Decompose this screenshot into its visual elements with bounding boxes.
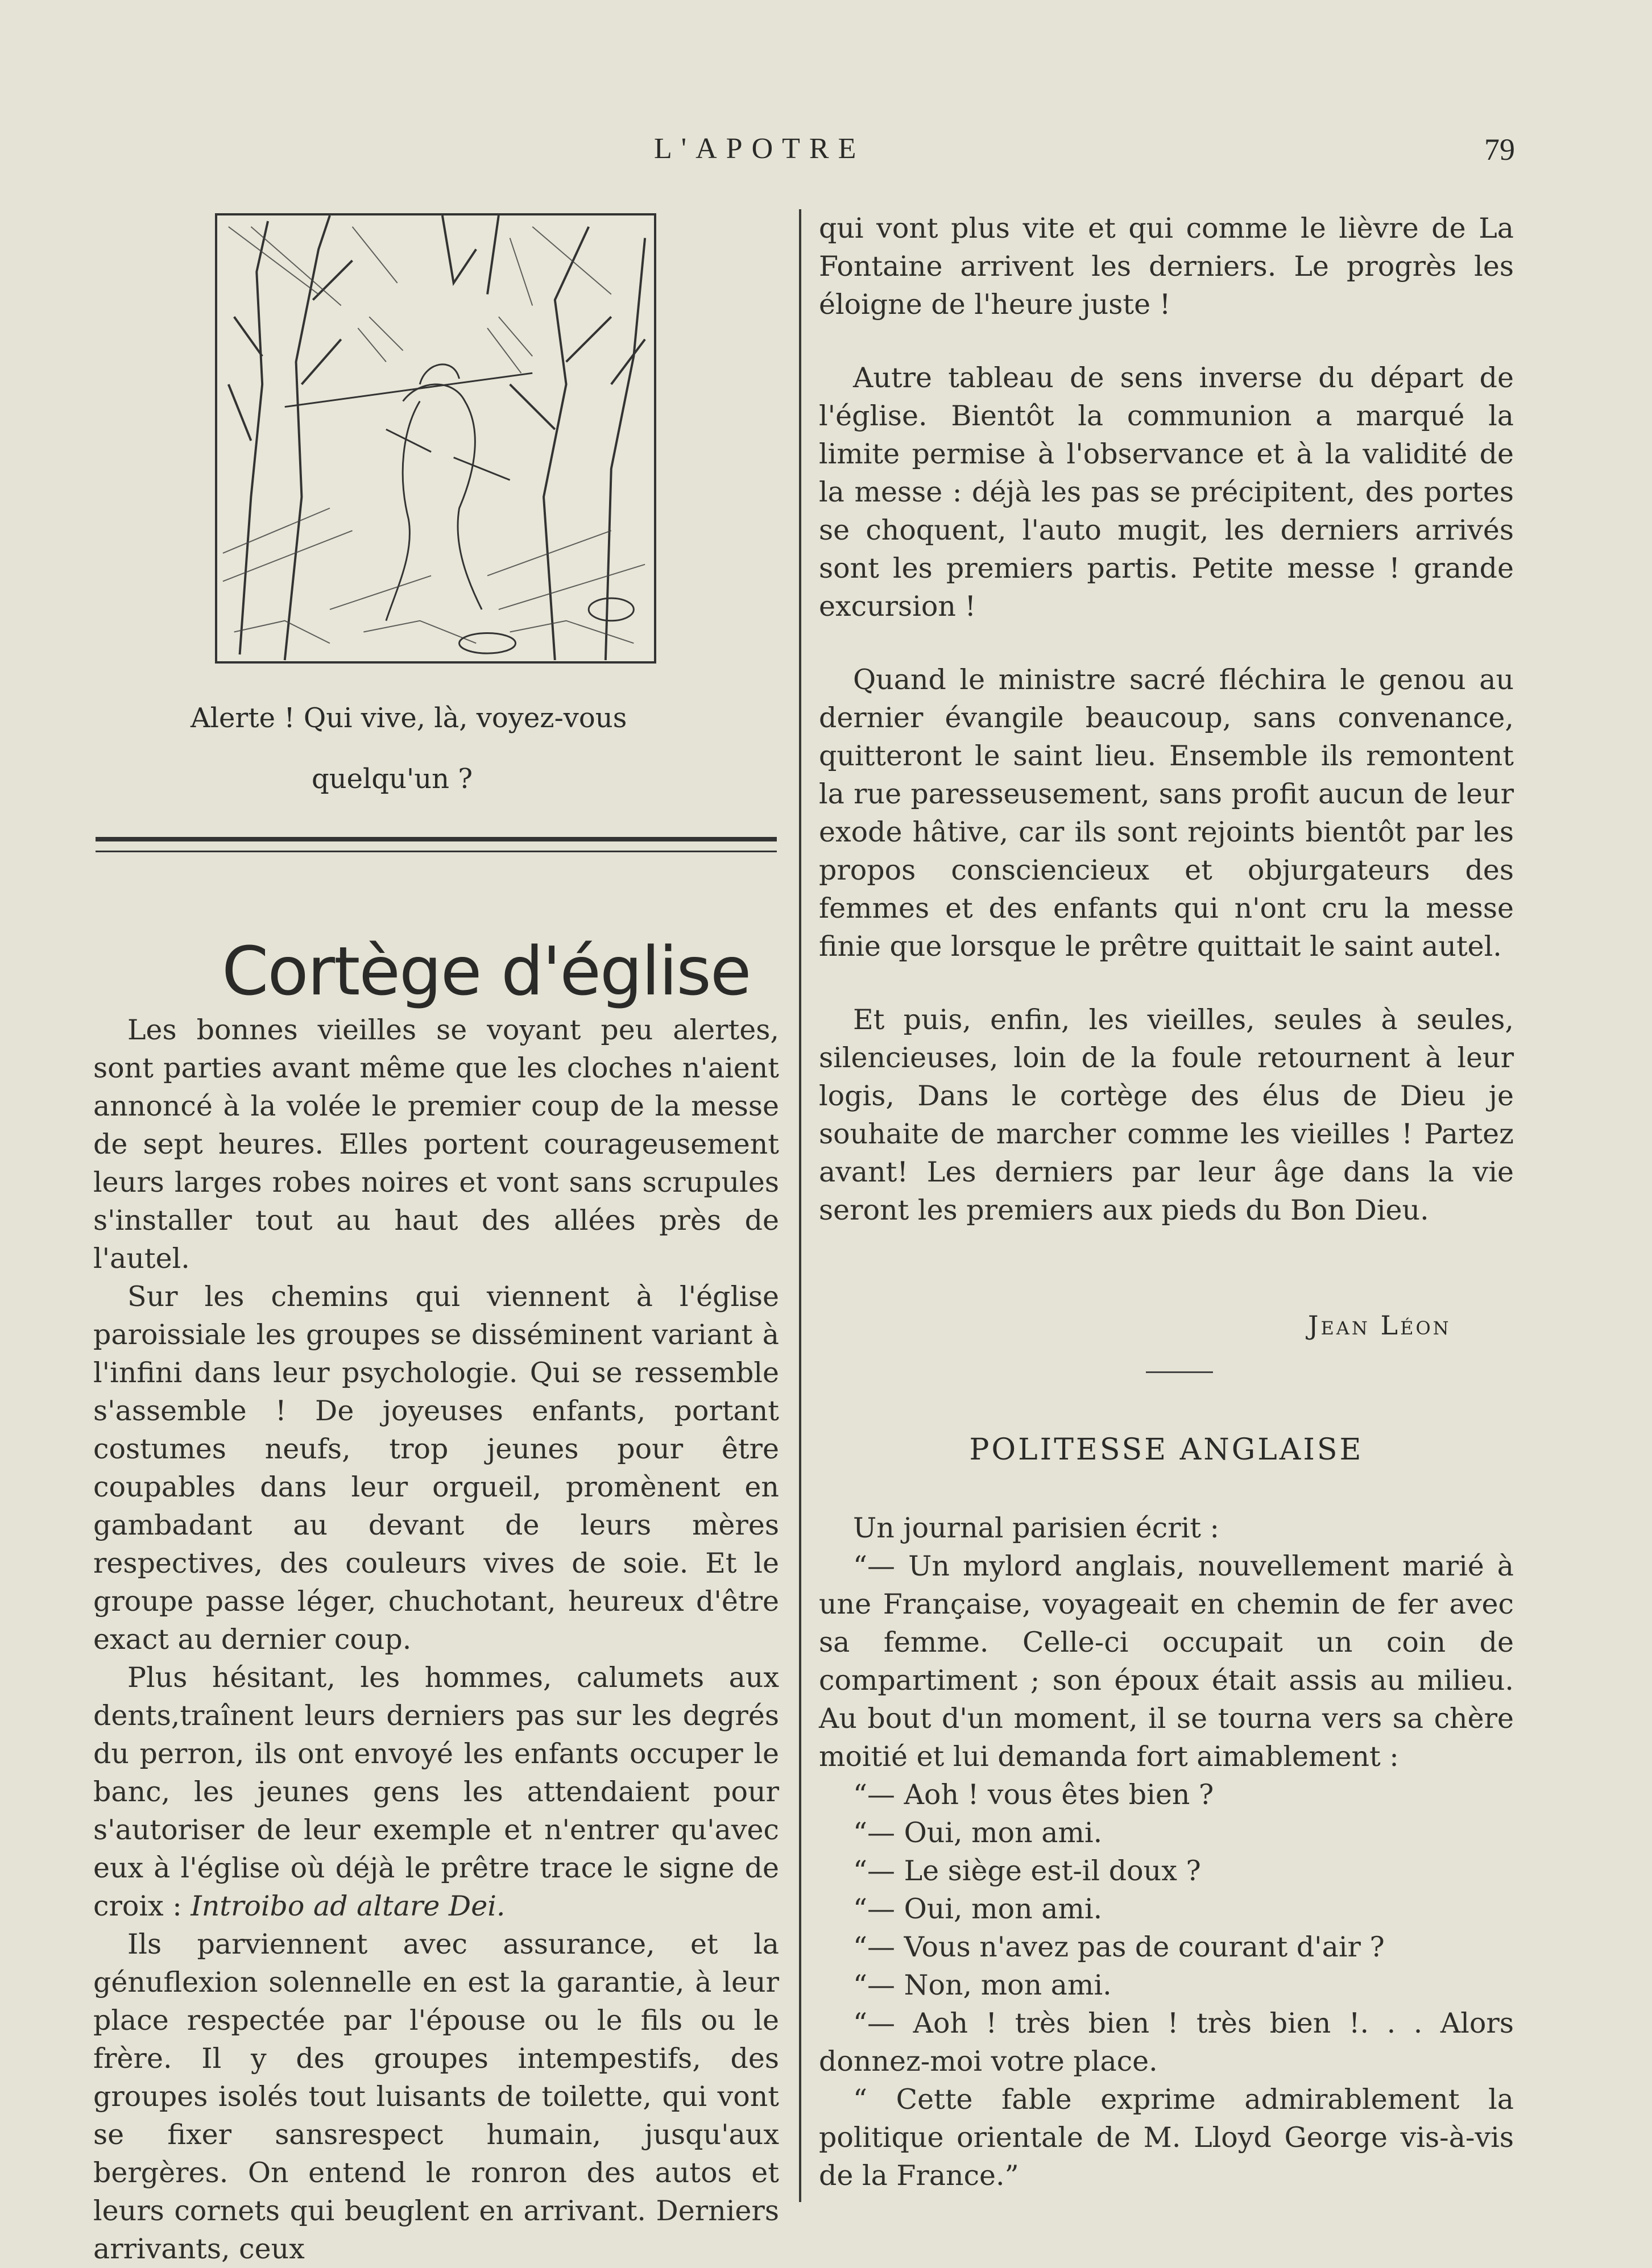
- politesse-column: [819, 1509, 1514, 2195]
- politesse-line: “— Oui, mon ami.: [853, 1893, 1103, 1925]
- article-title: Cortège d'église: [222, 932, 751, 1011]
- politesse-line: “— Un mylord anglais, nouvellement marié à une Française, voyageait en chemin de fer avec sa femme. Celle-ci occupait un coin de compartiment ; son époux était assis au milieu. Au bout d'un moment, il se tourna vers sa chère moitié et lui demanda fort aimablement :: [819, 1550, 1514, 1773]
- politesse-line: “— Le siège est-il doux ?: [853, 1855, 1201, 1887]
- illustration-caption-line2: quelqu'un ?: [312, 763, 473, 795]
- author-signature: Jean Léon: [1308, 1310, 1451, 1341]
- illustration-caption-line1: Alerte ! Qui vive, là, voyez-vous: [191, 702, 627, 734]
- politesse-line: “— Aoh ! vous êtes bien ?: [853, 1778, 1214, 1811]
- woodcut-illustration: [215, 213, 656, 664]
- article-paragraph-text: Plus hésitant, les hommes, calumets aux dents,traînent leurs derniers pas sur les degrés du perron, ils ont envoyé les enfants occuper le banc, les jeunes gens les attendaient pour s'autoriser de leur exemple et n'entrer qu'avec eux à l'église où déjà le prêtre trace le signe de croix :: [93, 1661, 779, 1922]
- article-paragraph: Quand le ministre sacré fléchira le genou au dernier évangile beaucoup, sans convenance, quitteront le saint lieu. Ensemble ils remontent la rue paresseusement, sans profit aucun de leur exode hâtive, car ils sont rejoints bientôt par les propos consciencieux et objurgateurs des femmes et des enfants qui n'ont cru la messe finie que lorsque le prêtre quittait le saint autel.: [819, 664, 1514, 963]
- article-paragraph: Et puis, enfin, les vieilles, seules à seules, silencieuses, loin de la foule retournent à leur logis, Dans le cortège des élus de Dieu je souhaite de marcher comme les vieilles ! Partez avant! Les derniers par leur âge dans la vie seront les premiers aux pieds du Bon Dieu.: [819, 1004, 1514, 1226]
- article-paragraph: qui vont plus vite et qui comme le lièvre de La Fontaine arrivent les derniers. Le progrès les éloigne de l'heure juste !: [819, 212, 1514, 321]
- politesse-line: “ Cette fable exprime admirablement la politique orientale de M. Lloyd George vis-à-vis de la France.”: [819, 2083, 1514, 2192]
- hunter-in-forest-image: [217, 215, 654, 661]
- politesse-line: “— Oui, mon ami.: [853, 1817, 1103, 1849]
- article-paragraph: Sur les chemins qui viennent à l'église paroissiale les groupes se disséminent variant à l'infini dans leur psychologie. Qui se ressemble s'assemble ! De joyeuses enfants, portant costumes neufs, trop jeunes pour être coupables dans leur orgueil, promènent en gambadant au devant de leurs mères respectives, des couleurs vives de soie. Et le groupe passe léger, chuchotant, heureux d'être exact au dernier coup.: [93, 1280, 779, 1656]
- politesse-line: “— Non, mon ami.: [853, 1969, 1112, 2001]
- article-right-column: [819, 209, 1514, 1264]
- section-rule-thin: [96, 851, 777, 852]
- article-left-column: [93, 1011, 779, 2268]
- article-paragraph: Ils parviennent avec assurance, et la génuflexion solennelle en est la garantie, à leur place respectée par l'épouse ou le fils ou le frère. Il y des groupes intempestifs, des groupes isolés tout luisants de toilette, qui vont se fixer sansrespect humain, jusqu'aux bergères. On entend le ronron des autos et leurs cornets qui beuglent en arrivant. Derniers arrivants, ceux: [93, 1928, 779, 2265]
- article-paragraph: Autre tableau de sens inverse du départ de l'église. Bientôt la communion a marqué la limite permise à l'observance et à la validité de la messe : déjà les pas se précipitent, des portes se choquent, l'auto mugit, les derniers arrivés sont les premiers partis. Petite messe ! grande excursion !: [819, 362, 1514, 623]
- politesse-heading: POLITESSE ANGLAISE: [969, 1433, 1364, 1467]
- section-rule-thick: [96, 837, 777, 841]
- politesse-line: “— Vous n'avez pas de courant d'air ?: [853, 1931, 1385, 1963]
- column-divider: [799, 209, 801, 2202]
- section-separator: [1146, 1371, 1213, 1373]
- latin-phrase: Introibo ad altare Dei.: [191, 1890, 506, 1922]
- running-title: L'APOTRE: [654, 132, 866, 165]
- article-paragraph: Les bonnes vieilles se voyant peu alertes, sont parties avant même que les cloches n'aient annoncé à la volée le premier coup de la messe de sept heures. Elles portent courageusement leurs larges robes noires et vont sans scrupules s'installer tout au haut des allées près de l'autel.: [93, 1014, 779, 1275]
- politesse-line: Un journal parisien écrit :: [853, 1512, 1220, 1544]
- politesse-line: “— Aoh ! très bien ! très bien !. . . Alors donnez-moi votre place.: [819, 2007, 1514, 2078]
- article-paragraph: [93, 1658, 779, 1925]
- page-number: 79: [1484, 132, 1515, 167]
